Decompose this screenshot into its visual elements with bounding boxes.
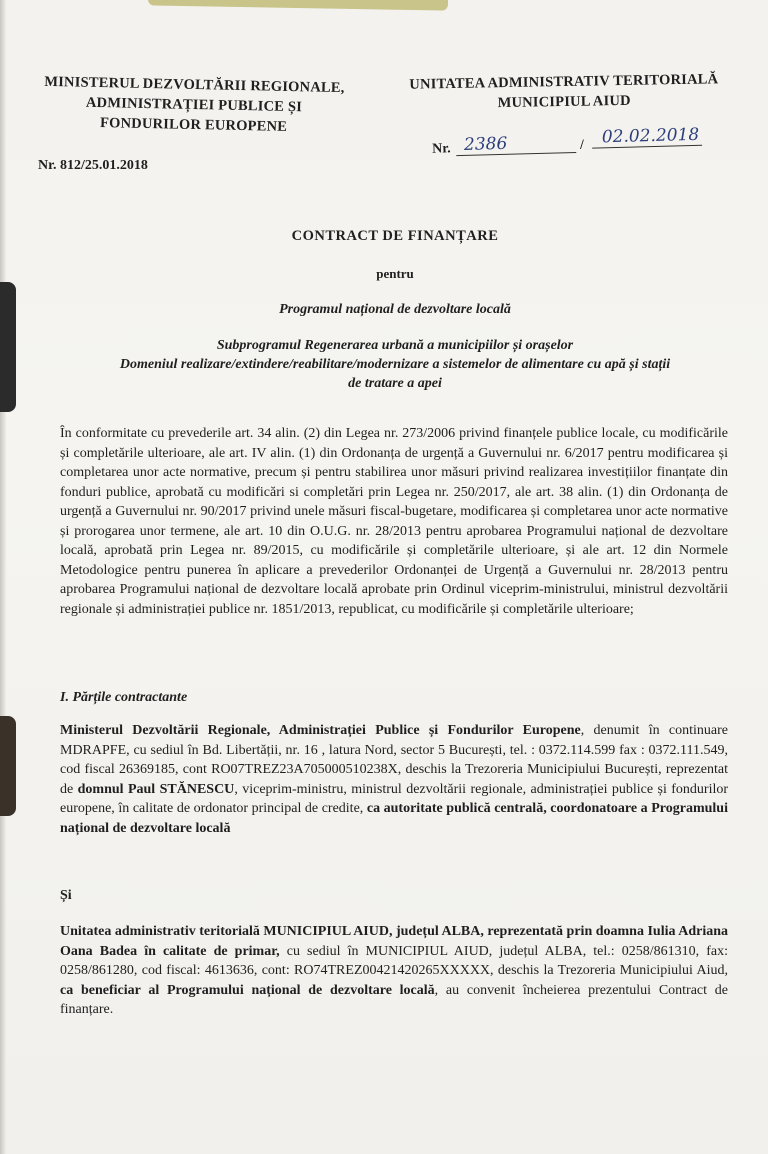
- legal-basis-paragraph: În conformitate cu prevederile art. 34 alin. (2) din Legea nr. 273/2006 privind finanțele publice locale, cu modificările și completările ulterioare, ale art. IV alin. (1) din Ordonanța de urgență a Guvernului nr. 6/2017 pentru modificarea și completarea unor acte normative, precum și pentru stabilirea unor măsuri privind realizarea investițiilor finanțate din fonduri publice, aprobată cu modificări si completări prin Legea nr. 250/2017, ale art. 38 alin. (1) din Ordonanța de urgență a Guvernului nr. 90/2017 privind unele măsuri fiscal-bugetare, modificarea și completarea unor acte normative și prorogarea unor termene, ale art. 10 din O.U.G. nr. 28/2013 pentru aprobarea Programului național de dezvoltare locală, aprobată prin Legea nr. 89/2015, cu modificările și completările ulterioare, și ale art. 12 din Normele Metodologice pentru punerea în aplicare a prevederilor Ordonanței de Urgență a Guvernului nr. 28/2013 pentru aprobarea Programului național de dezvoltare locală aprobate prin Ordinul viceprim-ministrului, ministrul dezvoltării regionale și administrației publice nr. 1851/2013, republicat, cu modificările și completările ulterioare;: [60, 426, 728, 617]
- ministry-registration-number: Nr. 812/25.01.2018: [38, 158, 148, 173]
- uat-role: ca beneficiar al Programului național de dezvoltare locală: [60, 982, 435, 998]
- binder-clip-top: [0, 282, 16, 412]
- ministry-representative: domnul Paul STĂNESCU: [77, 781, 235, 797]
- ministry-name: Ministerul Dezvoltării Regionale, Administrației Publice și Fondurilor Europene: [60, 723, 581, 738]
- ministry-account: , cont RO07TREZ23A705000510238X, deschis la Trezoreria Municipiului București, reprezentat de: [60, 762, 729, 797]
- uat-details: cu sediul în MUNICIPIUL AIUD, județul ALBA, tel.: 0258/861310, fax: 0258/861280, cod fiscal: 4613636, cont: RO74TREZ00421420265XXXXX, deschis la Trezoreria Municipiului Aiud,: [60, 943, 728, 978]
- ministry-party-paragraph: [60, 721, 728, 838]
- uat-line: MUNICIPIUL AIUD: [497, 92, 631, 112]
- ministry-details: , denumit în continuare MDRAPFE, cu sediul în Bd. Libertății, nr. 16 , latura Nord, sector 5 București, tel. : 0372.114.599 fax : 0372.111.549, cod fiscal 26369185: [60, 723, 728, 777]
- program-name: Programul național de dezvoltare locală: [279, 302, 511, 317]
- number-separator: /: [579, 137, 585, 153]
- conjunction-si: Și: [60, 888, 72, 903]
- ministry-line: MINISTERUL DEZVOLTĂRII REGIONALE,: [44, 73, 345, 97]
- handwritten-number: 2386: [463, 133, 508, 155]
- page-edge: [0, 0, 6, 1154]
- handwritten-date: 02.02.2018: [601, 124, 700, 148]
- subprogram-block: [30, 336, 760, 393]
- pentru-label: pentru: [376, 266, 414, 281]
- ministry-line: FONDURILOR EUROPENE: [99, 115, 288, 135]
- uat-name: Unitatea administrativ teritorială MUNICIPIUL AIUD, județul ALBA, reprezentată prin doamna Iulia Adriana Oana Badea în calitate de primar,: [60, 924, 728, 959]
- uat-conclusion: , au convenit încheierea prezentului Contract de finanțare.: [60, 982, 728, 1017]
- ministry-line: ADMINISTRAȚIEI PUBLICE ȘI: [85, 94, 303, 116]
- binder-clip-bottom: [0, 716, 16, 816]
- section-heading: I. Părțile contractante: [60, 690, 188, 705]
- uat-registration-number: [432, 124, 723, 160]
- uat-number-label: Nr.: [431, 141, 451, 157]
- uat-line: UNITATEA ADMINISTRATIV TERITORIALĂ: [409, 71, 719, 93]
- ministry-header: [23, 71, 364, 138]
- uat-header: [392, 69, 737, 115]
- ministry-role: ca autoritate publică centrală, coordonatoare a Programului național de dezvoltare locală: [60, 801, 728, 836]
- contract-title: CONTRACT DE FINANȚARE: [291, 228, 499, 244]
- uat-party-paragraph: [60, 922, 728, 1020]
- subprogram-line: de tratare a apei: [348, 376, 442, 391]
- subprogram-line: Domeniul realizare/extindere/reabilitare/modernizare a sistemelor de alimentare cu apă și stații: [119, 357, 671, 372]
- folder-tab: [148, 0, 448, 11]
- ministry-role-text: , viceprim-ministru, ministrul dezvoltării regionale, administrației publice și fondurilor europene, în calitate de ordonator principal de credite,: [60, 781, 729, 816]
- subprogram-line: Subprogramul Regenerarea urbană a municipiilor și orașelor: [216, 338, 574, 353]
